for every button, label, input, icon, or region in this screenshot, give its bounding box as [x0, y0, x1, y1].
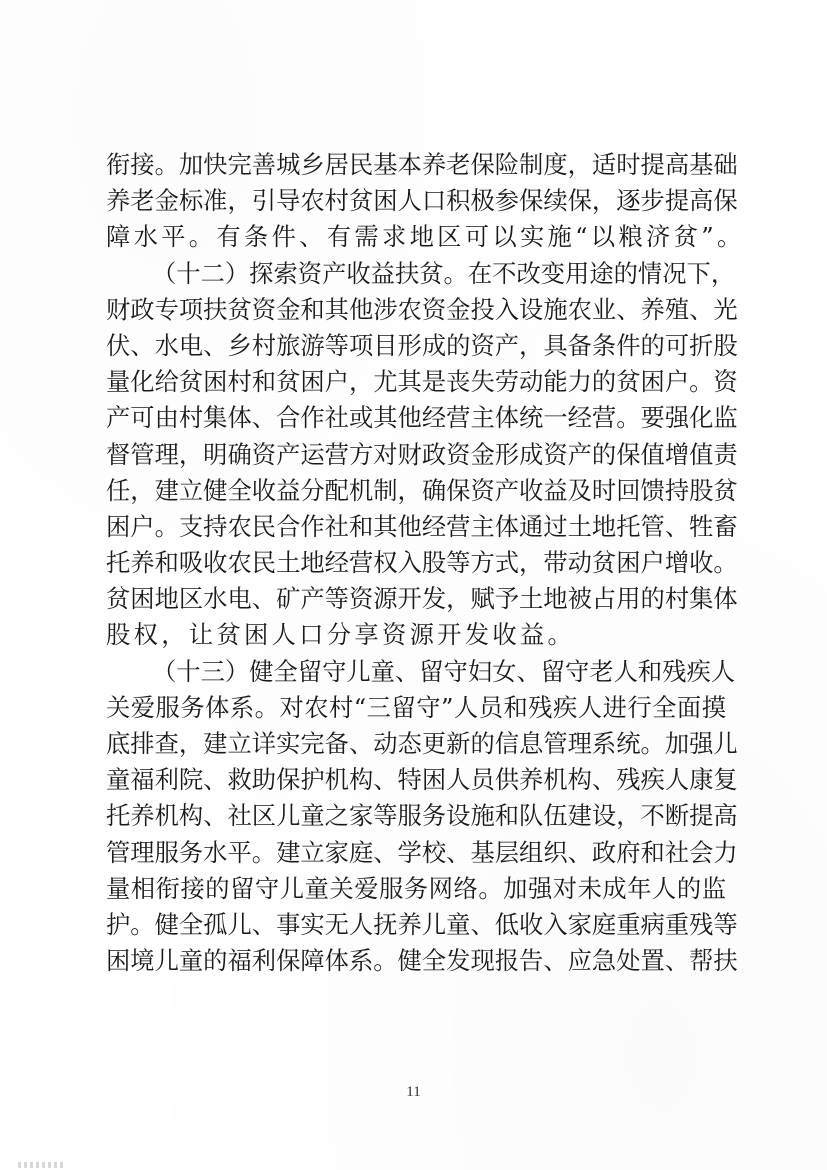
text-line: 托养和吸收农民土地经营权入股等方式，带动贫困户增收。: [106, 548, 738, 578]
text-line: 督管理，明确资产运营方对财政资金形成资产的保值增值责: [106, 439, 738, 469]
text-line: 托养机构、社区儿童之家等服务设施和队伍建设，不断提高: [106, 801, 738, 831]
page-number: 11: [406, 1084, 421, 1100]
text-line: 困境儿童的福利保障体系。健全发现报告、应急处置、帮扶: [106, 946, 738, 976]
text-line: 障水平。有条件、有需求地区可以实施“以粮济贫”。: [106, 222, 745, 252]
text-line: 关爱服务体系。对农村“三留守”人员和残疾人进行全面摸: [106, 692, 726, 722]
text-line: 衔接。加快完善城乡居民基本养老保险制度，适时提高基础: [106, 150, 738, 179]
text-line: 产可由村集体、合作社或其他经营主体统一经营。要强化监: [106, 403, 738, 433]
text-line: 管理服务水平。建立家庭、学校、基层组织、政府和社会力: [106, 837, 738, 867]
text-line: 量相衔接的留守儿童关爱服务网络。加强对未成年人的监: [106, 873, 726, 903]
text-line: 财政专项扶贫资金和其他涉农资金投入设施农业、养殖、光: [106, 294, 738, 324]
text-line: 困户。支持农民合作社和其他经营主体通过土地托管、牲畜: [106, 511, 738, 541]
text-line: 养老金标准，引导农村贫困人口积极参保续保，逐步提高保: [106, 186, 738, 216]
text-line: 任，建立健全收益分配机制，确保资产收益及时回馈持股贫: [106, 475, 738, 505]
scan-artifact: [18, 1162, 66, 1168]
text-line: 量化给贫困村和贫困户，尤其是丧失劳动能力的贫困户。资: [106, 367, 738, 397]
text-line: 贫困地区水电、矿产等资源开发，赋予土地被占用的村集体: [106, 584, 738, 614]
text-line: 伏、水电、乡村旅游等项目形成的资产，具备条件的可折股: [106, 330, 738, 360]
section-heading-line: （十二）探索资产收益扶贫。在不改变用途的情况下，: [152, 258, 736, 288]
text-line: 童福利院、救助保护机构、特困人员供养机构、残疾人康复: [106, 765, 738, 795]
text-line: 护。健全孤儿、事实无人抚养儿童、低收入家庭重病重残等: [106, 909, 738, 939]
body-text: [106, 147, 745, 979]
section-heading-line: （十三）健全留守儿童、留守妇女、留守老人和残疾人: [152, 656, 736, 686]
text-line: 底排查，建立详实完备、动态更新的信息管理系统。加强儿: [106, 729, 738, 758]
text-line: 股权，让贫困人口分享资源开发收益。: [106, 620, 576, 650]
